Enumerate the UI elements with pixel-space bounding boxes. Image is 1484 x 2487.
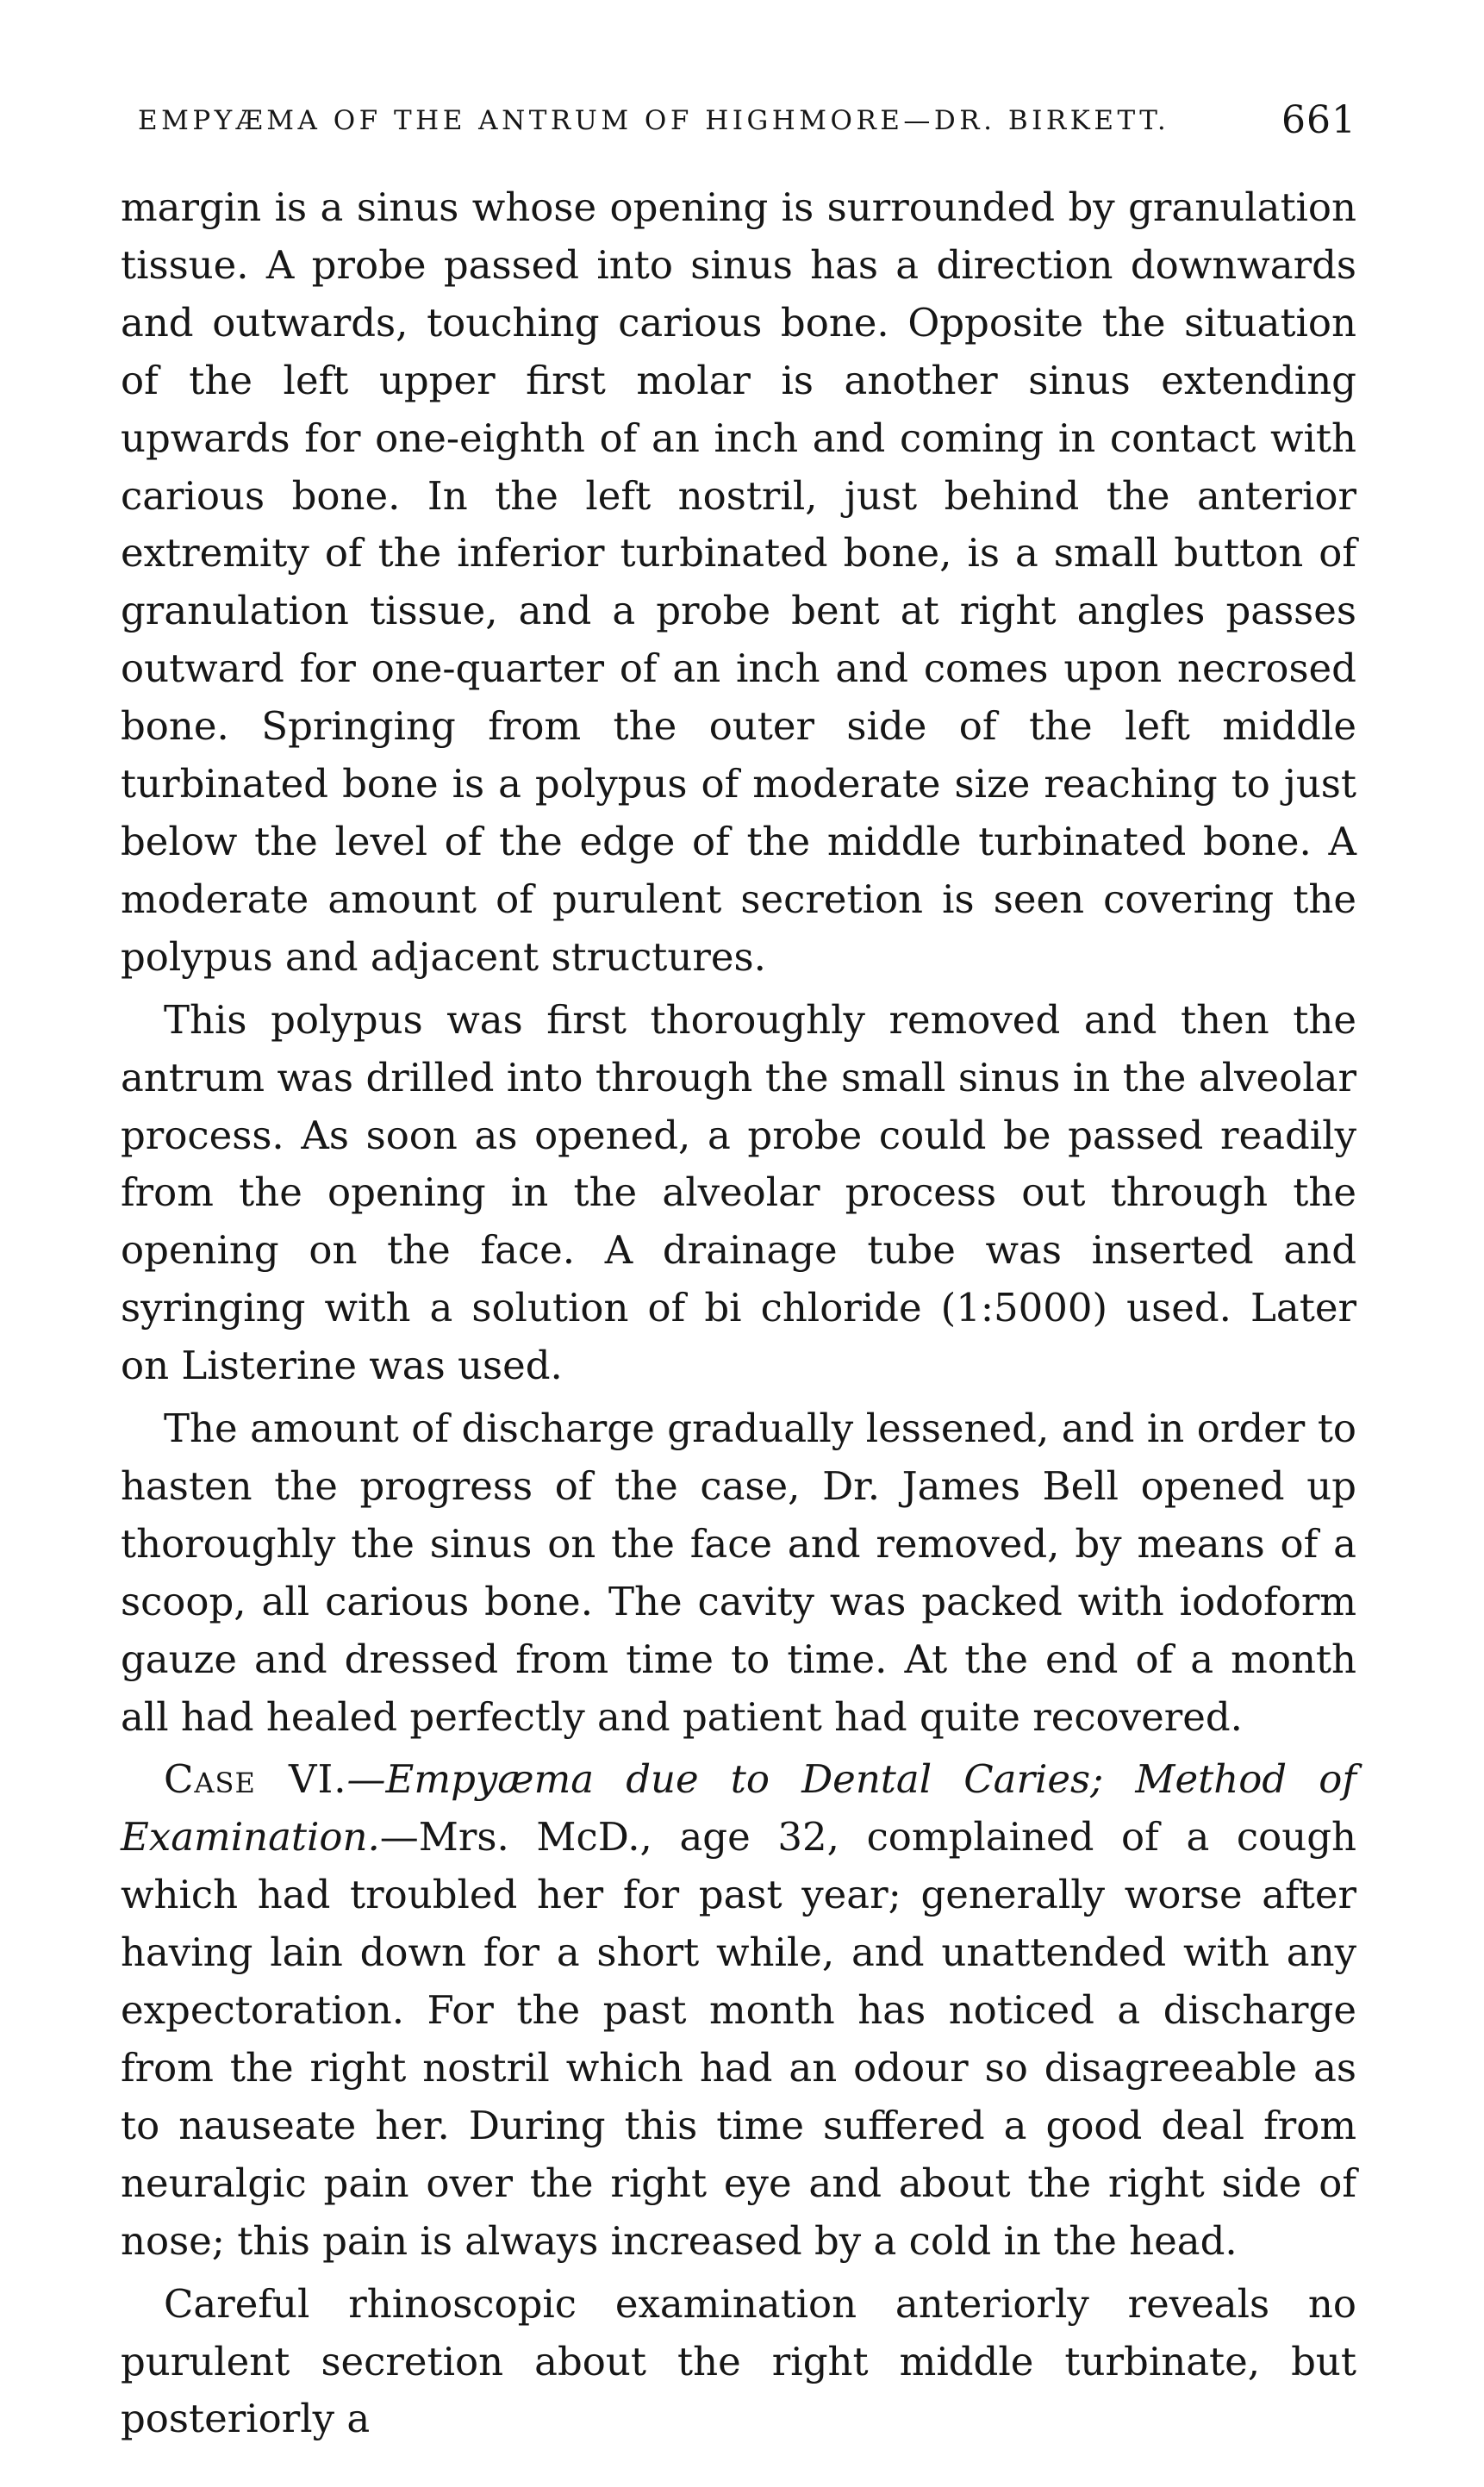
case-text: —Mrs. McD., age 32, complained of a cough which had troubled her for past year; generally worse after having lain down for a short while, and unattended with any expectoration. For the past month has noticed a discharge from the right nostril which had an odour so disagreeable as to nauseate her. During this time suffered a good deal from neuralgic pain over the right eye and about the right side of nose; this pain is always increased by a cold in the head. xyxy=(121,1814,1356,2264)
running-title: EMPYÆMA OF THE ANTRUM OF HIGHMORE—DR. BIRKETT. xyxy=(138,105,1170,136)
case-title: —Empyæma due to Dental Caries; Method of Examination. xyxy=(121,1756,1356,1861)
case-label: Case VI. xyxy=(164,1756,347,1803)
paragraph-3: The amount of discharge gradually lessened, and in order to hasten the progress of the case, Dr. James Bell opened up thoroughly the sinus on the face and removed, by means of a scoop, all carious bone. The cavity was packed with iodoform gauze and dressed from time to time. At the end of a month all had healed perfectly and patient had quite recovered. xyxy=(121,1406,1356,1740)
paragraph-2: This polypus was first thoroughly removed and then the antrum was drilled into through the small sinus in the alveolar process. As soon as opened, a probe could be passed readily from the opening in the alveolar process out through the opening on the face. A drainage tube was inserted and syringing with a solution of bi chloride (1:5000) used. Later on Listerine was used. xyxy=(121,996,1356,1389)
page-header xyxy=(138,95,1356,146)
paragraph-4-case-vi xyxy=(121,1751,1356,2270)
paragraph-1: margin is a sinus whose opening is surrounded by granulation tissue. A probe passed into sinus has a direction downwards and outwards, touching carious bone. Opposite the situation of the left upper first molar is another sinus extending upwards for one-eighth of an inch and coming in contact with carious bone. In the left nostril, just behind the anterior extremity of the inferior turbinated bone, is a small button of granulation tissue, and a probe bent at right angles passes outward for one-quarter of an inch and comes upon necrosed bone. Springing from the outer side of the left middle turbinated bone is a polypus of moderate size reaching to just below the level of the edge of the middle turbinated bone. A moderate amount of purulent secretion is seen covering the polypus and adjacent structures. xyxy=(121,184,1356,980)
paragraph-5: Careful rhinoscopic examination anteriorly reveals no purulent secretion about the right middle turbinate, but posteriorly a xyxy=(121,2280,1356,2442)
body-text xyxy=(121,179,1356,2448)
page-number: 661 xyxy=(1281,98,1356,142)
